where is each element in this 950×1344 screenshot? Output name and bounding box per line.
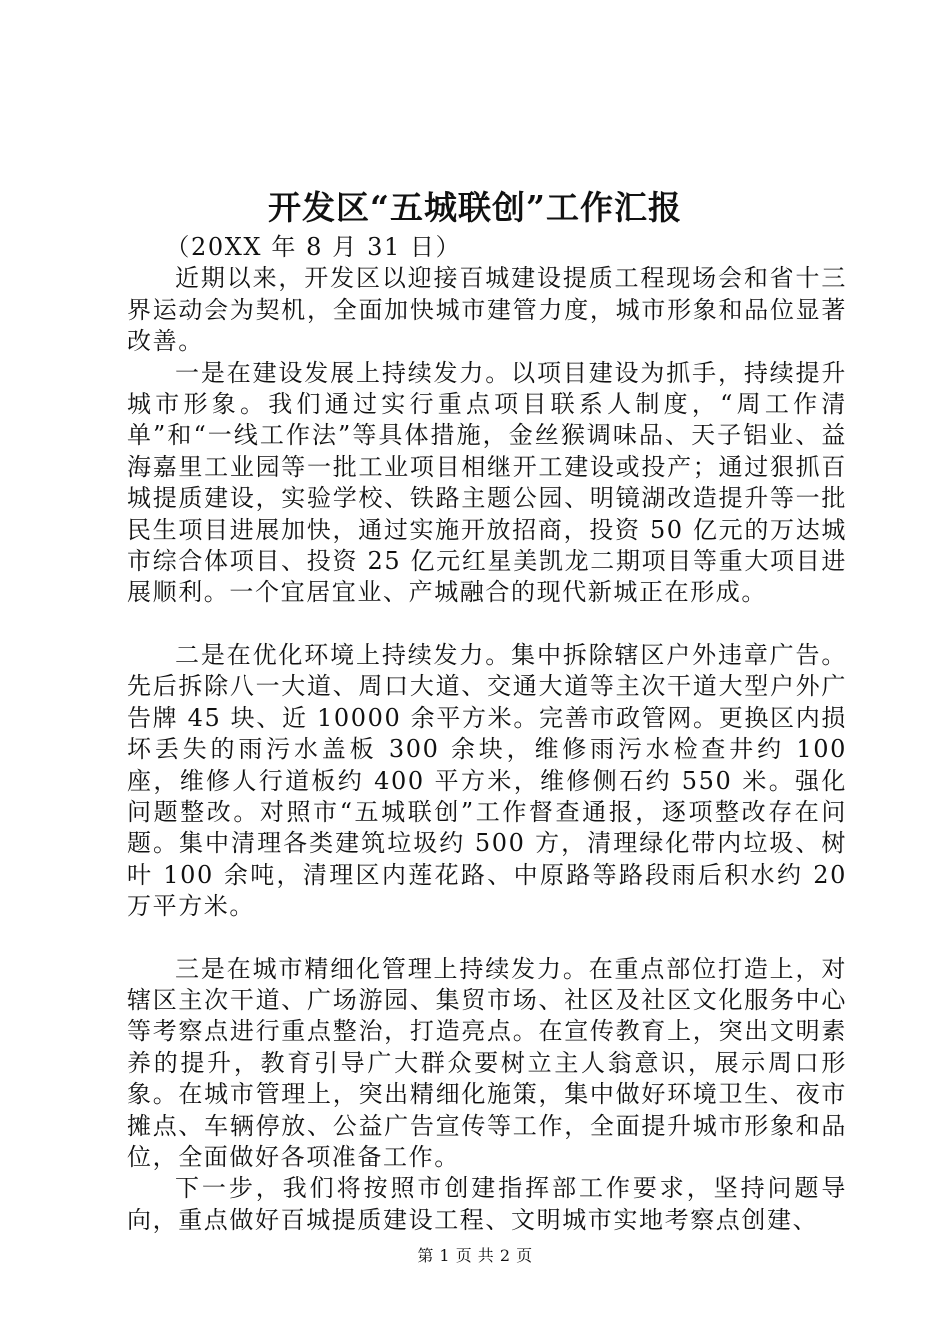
document-body xyxy=(127,232,847,1236)
page-number-footer: 第 1 页 共 2 页 xyxy=(417,1246,533,1265)
paragraph-environment: 二是在优化环境上持续发力。集中拆除辖区户外违章广告。先后拆除八一大道、周口大道、交通大道等主次干道大型户外广告牌 45 块、近 10000 余平方米。完善市政管网。更换区内损坏丢失的雨污水盖板 300 余块，维修雨污水检查井约 100 座，维修人行道板约 400 平方米，维修侧石约 550 米。强化问题整改。对照市“五城联创”工作督查通报，逐项整改存在问题。集中清理各类建筑垃圾约 500 方，清理绿化带内垃圾、树叶 100 余吨，清理区内莲花路、中原路等路段雨后积水约 20 万平方米。 xyxy=(127,640,847,921)
paragraph-spacer xyxy=(127,609,847,640)
document-date: （20XX 年 8 月 31 日） xyxy=(165,233,462,261)
paragraph-construction: 一是在建设发展上持续发力。以项目建设为抓手，持续提升城市形象。我们通过实行重点项目联系人制度，“周工作清单”和“一线工作法”等具体措施，金丝猴调味品、天子铝业、益海嘉里工业园等一批工业项目相继开工建设或投产；通过狠抓百城提质建设，实验学校、铁路主题公园、明镜湖改造提升等一批民生项目进展加快，通过实施开放招商，投资 50 亿元的万达城市综合体项目、投资 25 亿元红星美凯龙二期项目等重大项目进展顺利。一个宜居宜业、产城融合的现代新城正在形成。 xyxy=(127,358,847,607)
paragraph-spacer xyxy=(127,923,847,954)
paragraph-intro: 近期以来，开发区以迎接百城建设提质工程现场会和省十三界运动会为契机，全面加快城市建管力度，城市形象和品位显著改善。 xyxy=(127,264,847,356)
paragraph-management: 三是在城市精细化管理上持续发力。在重点部位打造上，对辖区主次干道、广场游园、集贸市场、社区及社区文化服务中心等考察点进行重点整治，打造亮点。在宣传教育上，突出文明素养的提升，教育引导广大群众要树立主人翁意识，展示周口形象。在城市管理上，突出精细化施策，集中做好环境卫生、夜市摊点、车辆停放、公益广告宣传等工作，全面提升城市形象和品位，全面做好各项准备工作。 xyxy=(127,954,847,1171)
document-title: 开发区“五城联创”工作汇报 xyxy=(268,188,682,227)
paragraph-next-steps: 下一步，我们将按照市创建指挥部工作要求，坚持问题导向，重点做好百城提质建设工程、文明城市实地考察点创建、 xyxy=(127,1174,847,1234)
